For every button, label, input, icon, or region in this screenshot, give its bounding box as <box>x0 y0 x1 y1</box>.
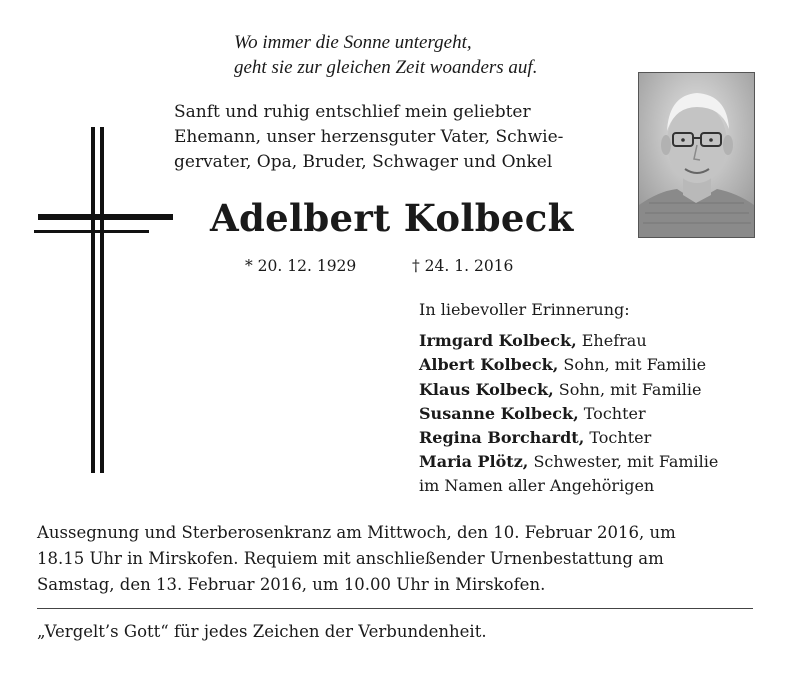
birth-date: * 20. 12. 1929 <box>245 257 357 275</box>
notice-line: 18.15 Uhr in Mirskofen. Requiem mit anschließender Urnenbestattung am <box>37 549 664 568</box>
motto-line: Wo immer die Sonne untergeht, <box>234 32 472 53</box>
mourner-name: Susanne Kolbeck, <box>419 403 579 423</box>
mourner-relation: Tochter <box>583 403 646 423</box>
cross-icon <box>34 127 176 477</box>
deceased-name: Adelbert Kolbeck <box>210 196 574 240</box>
list-item <box>419 329 718 353</box>
notice-line: Samstag, den 13. Februar 2016, um 10.00 Uhr in Mirskofen. <box>37 575 546 594</box>
funeral-notice <box>37 520 753 598</box>
list-item <box>419 426 718 450</box>
mourners-list <box>419 298 718 499</box>
mourner-relation: Ehefrau <box>581 331 647 351</box>
mourner-name: Albert Kolbeck, <box>419 355 559 375</box>
motto-line: geht sie zur gleichen Zeit woanders auf. <box>234 57 538 78</box>
list-item <box>419 353 718 377</box>
mourner-name: Regina Borchardt, <box>419 428 585 448</box>
mourner-relation: Sohn, mit Familie <box>563 355 707 375</box>
divider <box>37 608 753 609</box>
thanks-line: „Vergelt’s Gott“ für jedes Zeichen der Verbundenheit. <box>37 622 487 641</box>
portrait-photo <box>638 72 755 238</box>
intro-text <box>174 100 606 175</box>
intro-line: Sanft und ruhig entschlief mein geliebter <box>174 102 531 122</box>
mourner-name: Klaus Kolbeck, <box>419 379 554 399</box>
mourner-relation: Schwester, mit Familie <box>533 452 719 472</box>
list-item <box>419 378 718 402</box>
death-date: † 24. 1. 2016 <box>412 257 514 275</box>
motto-quote <box>234 30 537 80</box>
intro-line: gervater, Opa, Bruder, Schwager und Onkel <box>174 152 553 172</box>
mourners-closing: im Namen aller Angehörigen <box>419 476 655 496</box>
mourner-relation: Tochter <box>589 428 652 448</box>
mourner-name: Maria Plötz, <box>419 452 529 472</box>
mourner-name: Irmgard Kolbeck, <box>419 331 577 351</box>
list-item <box>419 450 718 474</box>
mourners-heading: In liebevoller Erinnerung: <box>419 300 630 319</box>
list-item <box>419 402 718 426</box>
notice-line: Aussegnung und Sterberosenkranz am Mittwoch, den 10. Februar 2016, um <box>37 523 676 542</box>
intro-line: Ehemann, unser herzensguter Vater, Schwie- <box>174 127 564 147</box>
mourner-relation: Sohn, mit Familie <box>558 379 702 399</box>
